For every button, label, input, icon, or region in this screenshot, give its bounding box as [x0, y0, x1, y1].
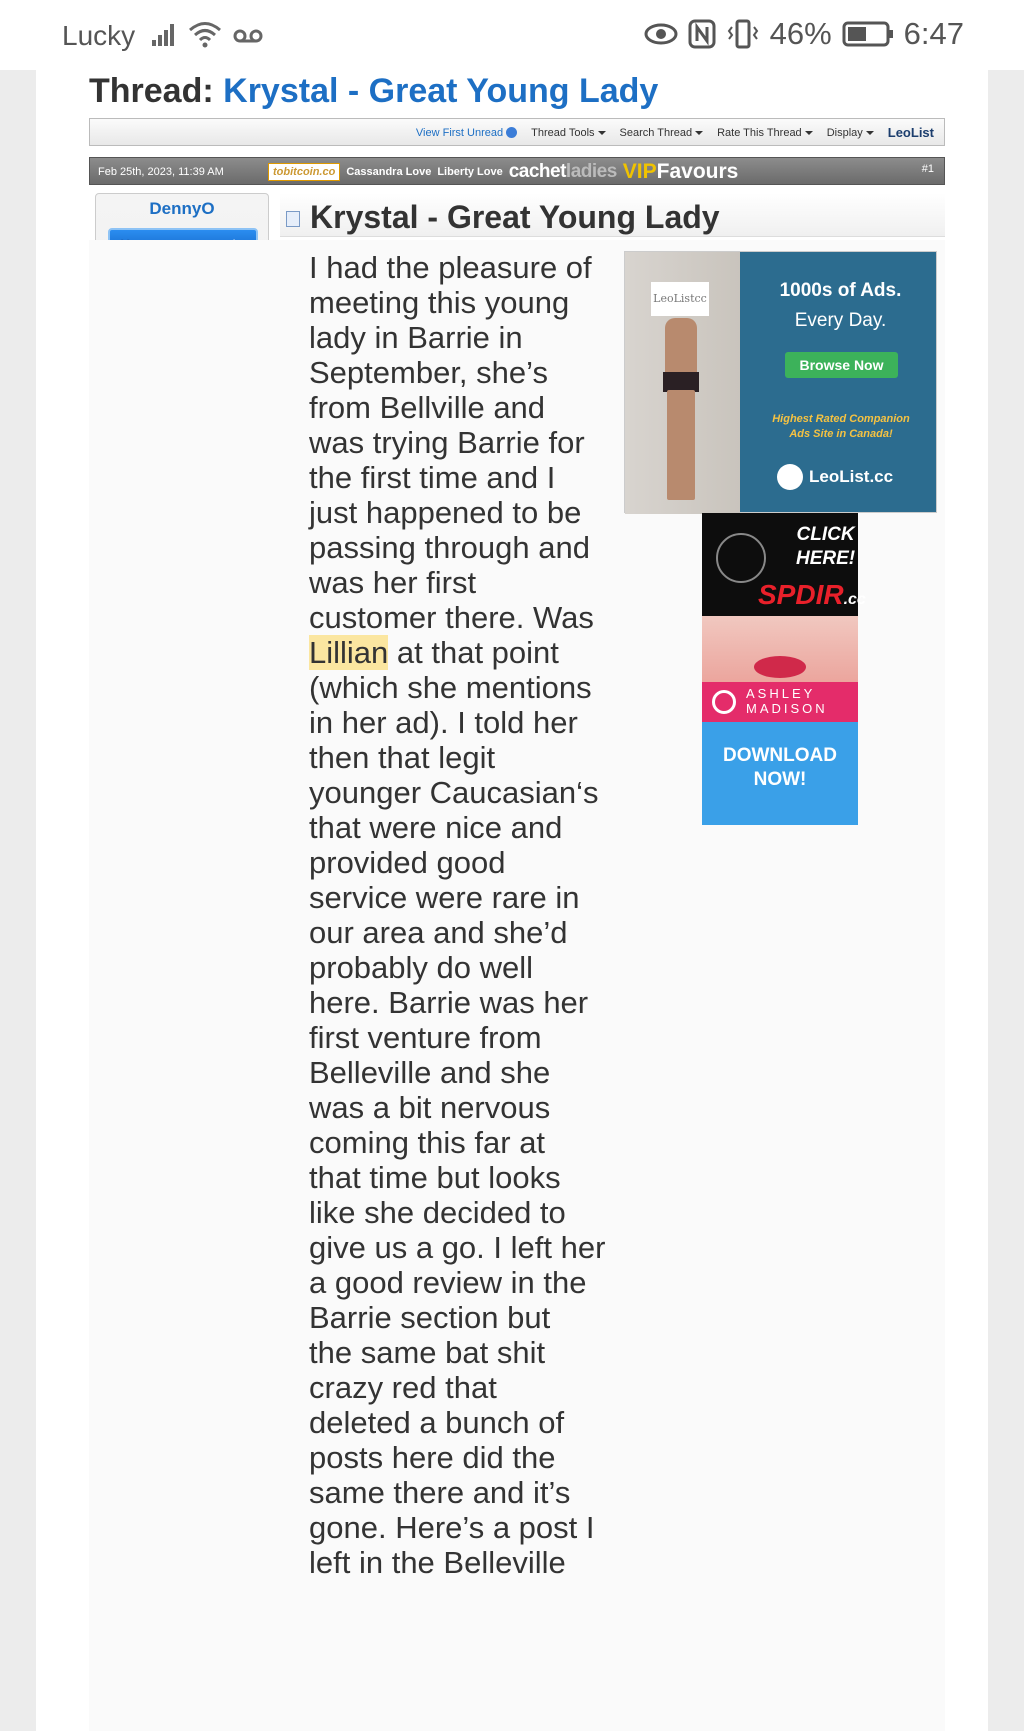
post-line: passing through and [309, 530, 590, 565]
vip-text: VIP [622, 160, 657, 183]
post-line: first venture from [309, 1020, 542, 1055]
spdir-ad[interactable] [702, 513, 866, 616]
post-line: that were nice and [309, 810, 563, 845]
liberty-love-ad[interactable]: Liberty Love [437, 166, 503, 178]
ad-tagline-line: Ads Site in Canada! [789, 428, 893, 440]
display-label: Display [826, 126, 863, 139]
brand-line-1: ASHLEY [746, 686, 816, 701]
browse-now-button[interactable]: Browse Now [785, 352, 898, 378]
lion-icon [777, 464, 803, 490]
ad-tagline [751, 412, 931, 442]
post-line: posts here did the [309, 1440, 556, 1475]
status-right [644, 16, 964, 52]
post-line-rest: at that point [388, 635, 559, 670]
vibrate-icon [726, 19, 760, 49]
ashley-madison-brand [746, 686, 828, 716]
spdir-brand-suffix: .cc [843, 591, 866, 608]
thread-title-link[interactable]: Krystal - Great Young Lady [223, 72, 659, 110]
leolist-ad[interactable] [624, 251, 937, 513]
post-line: then that legit [309, 740, 496, 775]
post-number-link[interactable]: #1 [921, 163, 934, 175]
here-text: HERE! [796, 548, 856, 569]
chevron-down-icon [598, 131, 606, 135]
post-line: Belleville and she [309, 1055, 551, 1090]
post-line: customer there. Was [309, 600, 594, 635]
document-icon [286, 211, 300, 227]
post-line: left in the Belleville [309, 1545, 566, 1580]
username-link[interactable]: DennyO [149, 199, 215, 218]
post-line: like she decided to [309, 1195, 566, 1230]
spider-icon [716, 533, 766, 583]
post-line: here. Barrie was her [309, 985, 589, 1020]
cachet-ladies-ad[interactable] [509, 161, 617, 183]
carrier-name: Lucky [62, 20, 136, 51]
spdir-brand-text: SPDIR [758, 579, 844, 610]
post-header-bar [89, 157, 945, 185]
click-here-text [796, 523, 855, 571]
battery-icon [842, 20, 894, 48]
ad-photo [625, 252, 740, 514]
post-line: just happened to be [309, 495, 582, 530]
thread-title [89, 72, 658, 111]
search-thread-label: Search Thread [619, 126, 693, 139]
post-line: a good review in the [309, 1265, 587, 1300]
cachet-text: cachet [508, 161, 566, 182]
chevron-down-icon [805, 131, 813, 135]
now-text: NOW! [753, 769, 807, 790]
nfc-icon [688, 19, 716, 49]
post-line: coming this far at [309, 1125, 546, 1160]
post-title: Krystal - Great Young Lady [310, 199, 720, 235]
ad-lips [754, 656, 806, 678]
post-line: our area and she’d [309, 915, 568, 950]
ad-sign: LeoListcc [651, 282, 709, 316]
ad-figure-legs [667, 390, 695, 500]
highlighted-name[interactable]: Lillian [309, 635, 389, 670]
banner-ads-strip [268, 160, 738, 184]
tobitcoin-ad[interactable]: tobitcoin.co [268, 163, 340, 181]
post-line: (which she mentions [309, 670, 592, 705]
post-line: give us a go. I left her [309, 1230, 606, 1265]
thread-tools-menu[interactable] [531, 127, 605, 139]
post-line: in her ad). I told her [309, 705, 578, 740]
post-line: same there and it’s [309, 1475, 571, 1510]
download-text: DOWNLOAD [723, 745, 837, 766]
thread-toolbar [89, 118, 945, 146]
post-line: lady in Barrie in [309, 320, 523, 355]
post-line: Barrie section but [309, 1300, 551, 1335]
view-first-unread-link[interactable] [416, 127, 517, 139]
download-now-button[interactable] [702, 744, 858, 792]
post-line: was trying Barrie for [309, 425, 585, 460]
leolist-logo [777, 464, 893, 490]
status-bar [0, 0, 1024, 70]
leolist-logo-text: LeoList.cc [809, 467, 894, 486]
voicemail-icon [232, 24, 264, 48]
ashley-madison-logo-icon [712, 690, 736, 714]
spdir-brand [758, 579, 866, 611]
chevron-down-icon [695, 131, 703, 135]
favours-text: Favours [656, 160, 739, 183]
post-line: gone. Here’s a post I [309, 1510, 595, 1545]
ad-subline: Every Day. [794, 310, 887, 331]
clock: 6:47 [903, 16, 964, 51]
status-left-icons [150, 20, 264, 48]
post-line: younger Caucasian‘s [309, 775, 599, 810]
search-thread-menu[interactable] [620, 127, 704, 139]
post-date: Feb 25th, 2023, 11:39 AM [98, 166, 224, 178]
click-text: CLICK [796, 524, 855, 545]
eye-icon [644, 22, 678, 46]
rate-thread-label: Rate This Thread [717, 126, 802, 139]
post-line: that time but looks [309, 1160, 561, 1195]
chevron-down-icon [866, 131, 874, 135]
post-line: the first time and I [309, 460, 556, 495]
forum-page [36, 70, 988, 1731]
post-line: September, she’s [309, 355, 548, 390]
post-line: I had the pleasure of [309, 250, 592, 285]
signal-icon [150, 22, 178, 48]
view-first-unread-label: View First Unread [415, 126, 504, 139]
post-title-bar [280, 193, 945, 237]
post-line: was a bit nervous [309, 1090, 551, 1125]
ad-tagline-line: Highest Rated Companion [772, 413, 910, 425]
ladies-text: ladies [565, 161, 617, 182]
arrow-circle-icon [506, 127, 517, 138]
post-line: the same bat shit [309, 1335, 546, 1370]
vip-favours-ad[interactable] [623, 160, 739, 184]
ashley-madison-brand-bar [702, 682, 858, 722]
ad-figure-clothing [663, 372, 699, 392]
post-line-highlight [309, 635, 629, 670]
post-line: meeting this young [309, 285, 570, 320]
display-menu[interactable] [827, 127, 874, 139]
post-line: deleted a bunch of [309, 1405, 565, 1440]
post-line: provided good [309, 845, 506, 880]
thread-tools-label: Thread Tools [531, 126, 595, 139]
battery-percent: 46% [769, 16, 832, 51]
post-message [309, 250, 629, 1580]
wifi-icon [188, 20, 222, 48]
ad-headline: 1000s of Ads. [779, 280, 902, 301]
ashley-madison-ad[interactable] [702, 616, 858, 825]
post-line: was her first [309, 565, 477, 600]
leolist-toolbar-logo[interactable]: LeoList [887, 125, 934, 140]
rate-thread-menu[interactable] [717, 127, 813, 139]
cassandra-love-ad[interactable]: Cassandra Love [346, 166, 432, 178]
thread-title-prefix: Thread: [89, 72, 214, 110]
post-line: service were rare in [309, 880, 580, 915]
brand-line-2: MADISON [746, 701, 828, 716]
post-line: from Bellville and [309, 390, 546, 425]
post-line: probably do well [309, 950, 534, 985]
post-line: crazy red that [309, 1370, 497, 1405]
